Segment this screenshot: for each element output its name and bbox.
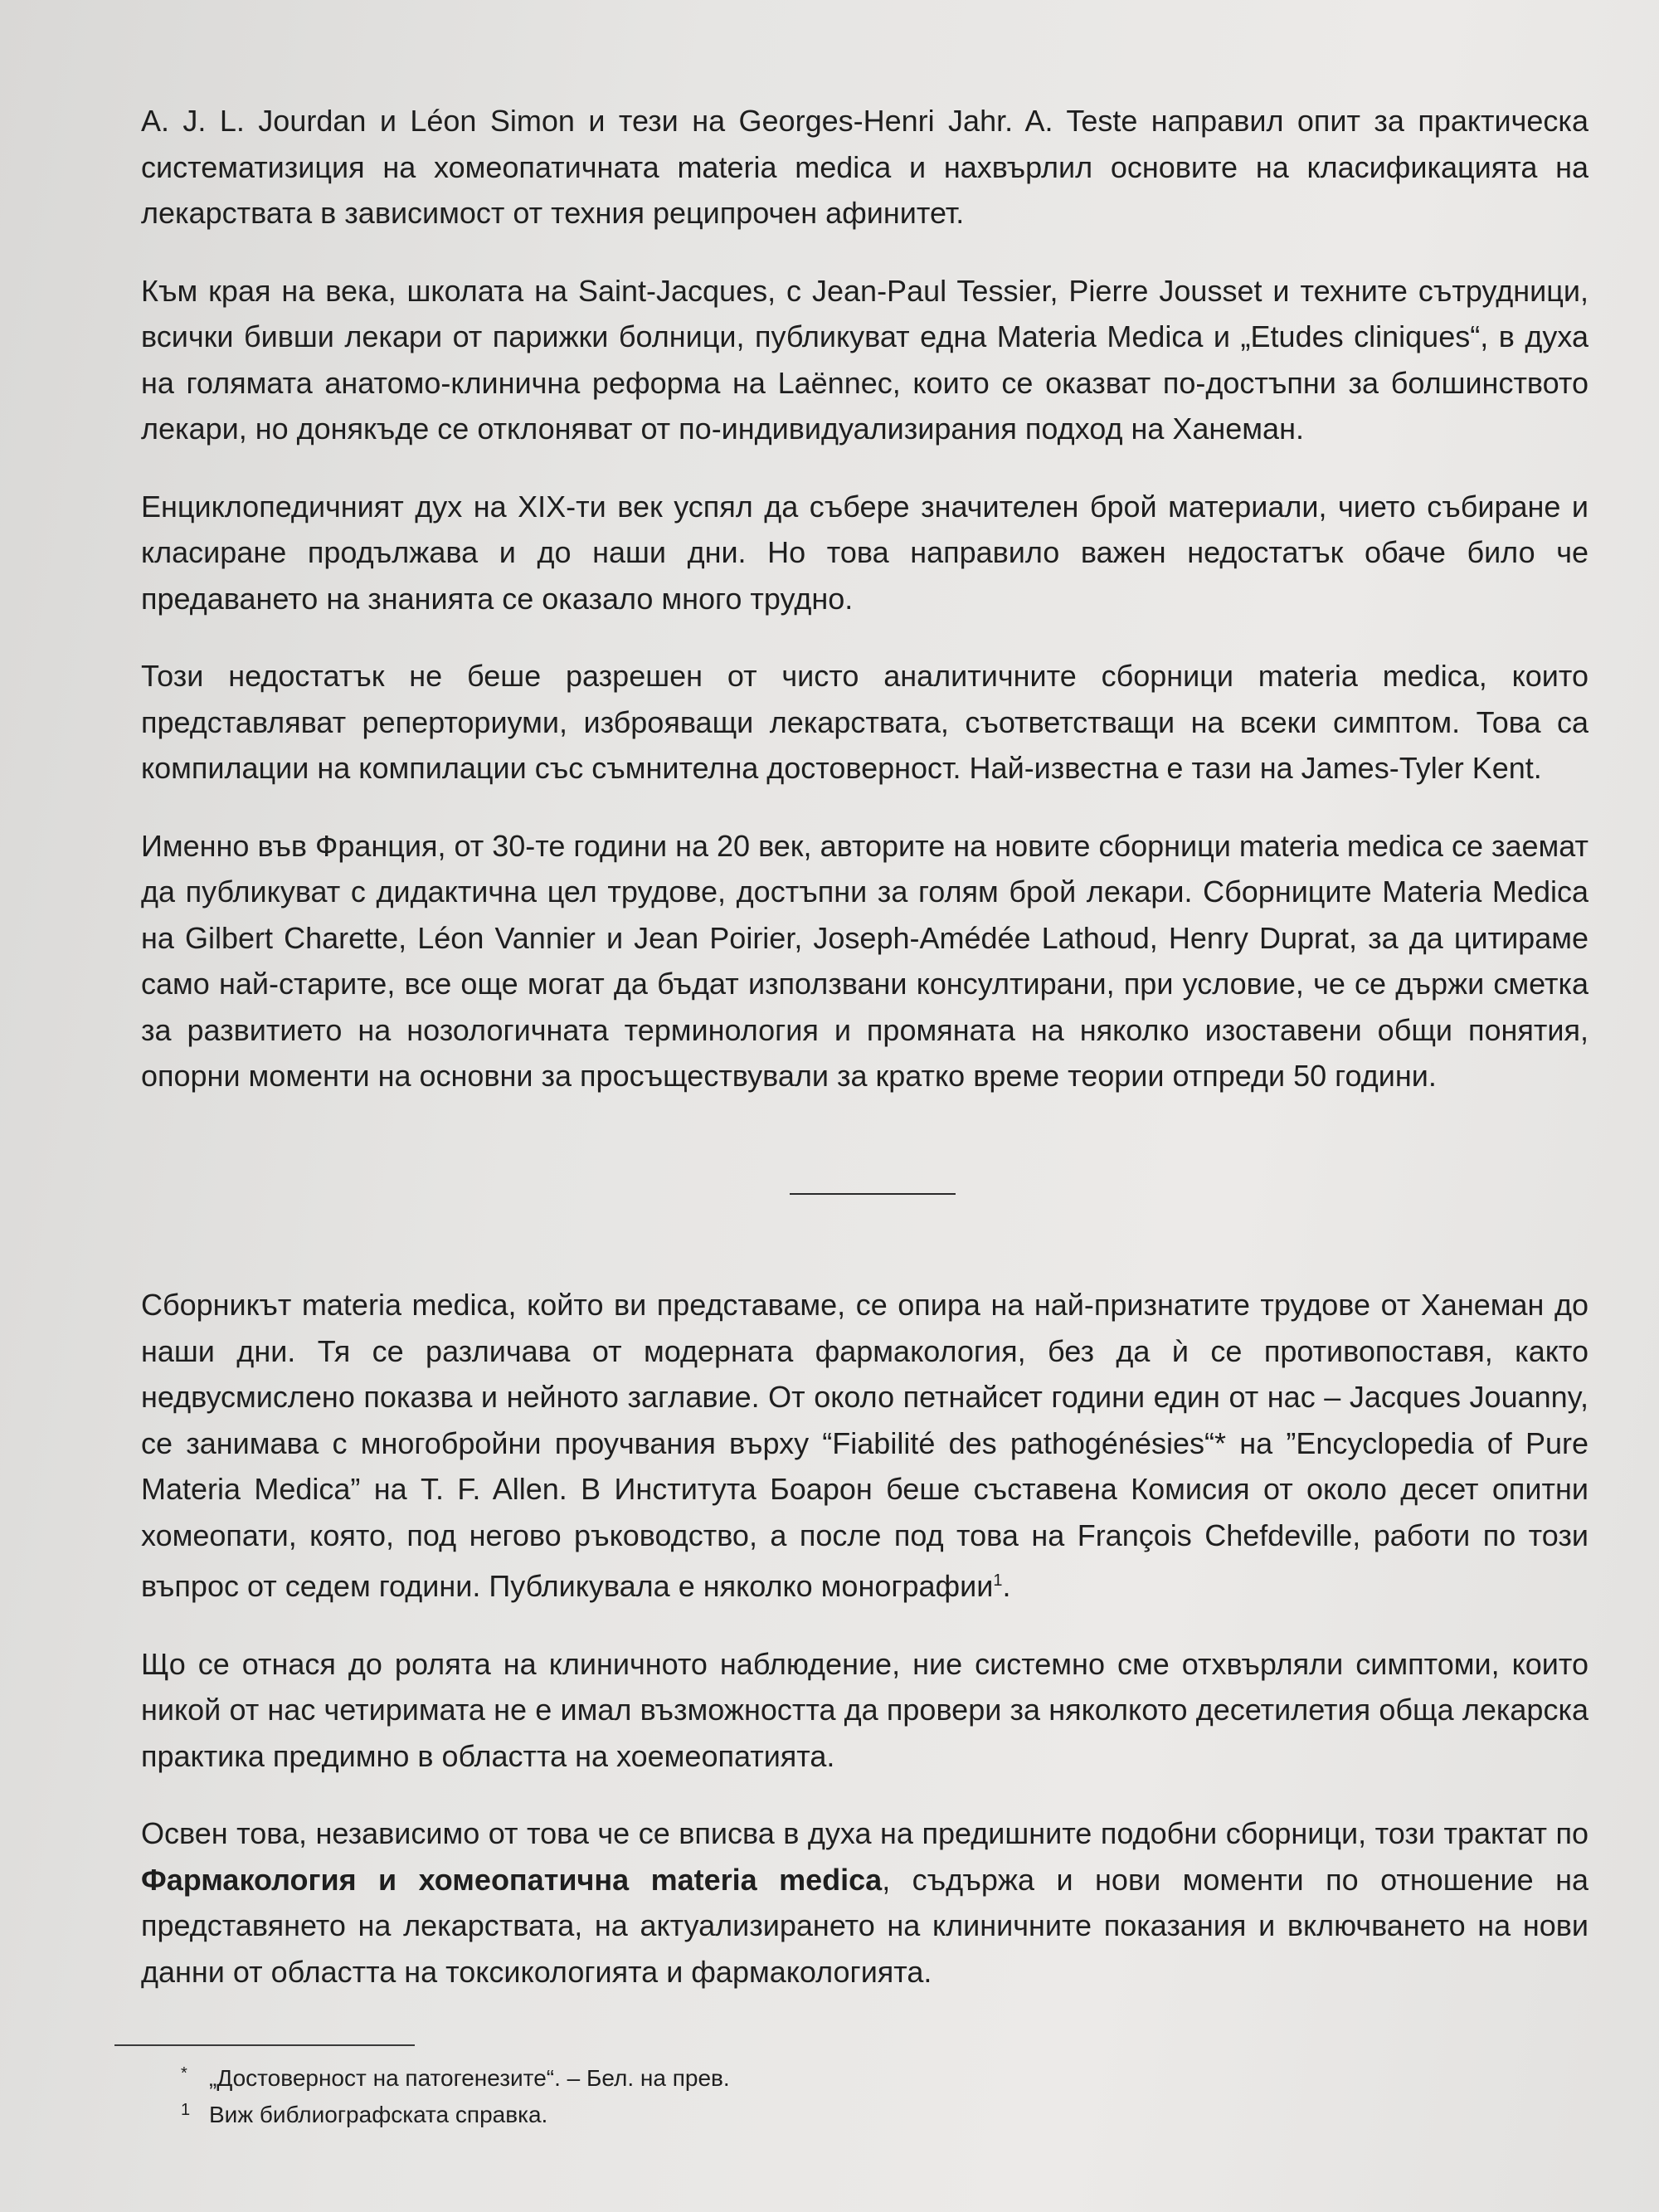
- footnote-mark: 1: [181, 2101, 191, 2119]
- paragraph: Към края на века, школата на Saint-Jacques, с Jean-Paul Tessier, Pierre Jousset и техните сътрудници, всички бивши лекари от парижки болници, публикуват една Materia Medica и „Etudes cliniques“, в духа на голямата анатомо-клинична реформа на Laënnec, които се оказват по-достъпни за болшинството лекари, но донякъде се отклоняват от по-индивидуализирания подход на Ханеман.: [141, 273, 1588, 446]
- paragraph: [141, 1810, 1588, 1995]
- bottom-text-section: [141, 1282, 1588, 1995]
- paragraph-end: .: [1002, 1569, 1011, 1603]
- footnote: [174, 2097, 1501, 2133]
- footnote-text: Виж библиографската справка.: [209, 2102, 548, 2127]
- section-divider: [790, 1193, 956, 1195]
- paragraph-text: , съдържа и нови моменти по отношение на представянето на лекарствата, на актуализирането на клиничните показания и включването на нови данни от областта на токсикологията и фармакологията.: [141, 1862, 1589, 1989]
- bold-title: Фармакология и хомеопатична materia medica: [141, 1862, 883, 1897]
- footnote-mark: *: [181, 2064, 187, 2083]
- footnote-ref: 1: [993, 1571, 1003, 1590]
- footnote: [174, 2060, 1501, 2097]
- footnote-text: „Достоверност на патогенезите“. – Бел. на прев.: [209, 2065, 730, 2091]
- paragraph: Именно във Франция, от 30-те години на 20 век, авторите на новите сборници materia medica се заемат да публикуват с дидактична цел трудове, достъпни за голям брой лекари. Сборниците Materia Medica на Gilbert Charette, Léon Vannier и Jean Poirier, Joseph-Amédée Lathoud, Henry Duprat, за да цитираме само най-старите, все още могат да бъдат използвани консултирани, при условие, че се държи сметка за развитието на нозологичната терминология и промяната на няколко изоставени общи понятия, опорни моменти на основни за просъществували за кратко време теории отпреди 50 години.: [141, 828, 1588, 1093]
- paragraph-text: Сборникът materia medica, който ви представаме, се опира на най-признатите трудове от Ханеман до наши дни. Тя се различава от модерната фармакология, без да ѝ се противопоставя, както недвусмислено показва и нейното заглавие. От около петнайсет години един от нас – Jacques Jouanny, се занимава с многобройни проучвания върху “Fiabilité des pathogénésies“* на ”Encyclopedia of Pure Materia Medica” на T. F. Allen. В Института Боарон беше съставена Комисия от около десет опитни хомеопати, която, под негово ръководство, а после под това на François Chefdeville, работи по този въпрос от седем години. Публикувала е няколко монографии: [141, 1288, 1588, 1603]
- paragraph: [141, 1282, 1588, 1610]
- paragraph: Този недостатък не беше разрешен от чисто аналитичните сборници materia medica, които представляват реперториуми, изброяващи лекарствата, съответстващи на всеки симптом. Това са компилации на компилации със съмнителна достоверност. Най-известна е тази на James-Tyler Kent.: [141, 659, 1588, 785]
- paragraph: Енциклопедичният дух на XIX-ти век успял да събере значителен брой материали, чието събиране и класиране продължава и до наши дни. Но това направило важен недостатък обаче било че предаването на знанията се оказало много трудно.: [141, 489, 1588, 616]
- paragraph: Що се отнася до ролята на клиничното наблюдение, ние системно сме отхвърляли симптоми, които никой от нас четиримата не е имал възможността да провери за няколкото десетилетия обща лекарска практика предимно в областта на хоемеопатията.: [141, 1646, 1588, 1773]
- footnote-rule: [114, 2044, 415, 2046]
- paragraph: A. J. L. Jourdan и Léon Simon и тези на Georges-Henri Jahr. A. Teste направил опит за практическа систематизиция на хомеопатичната materia medica и нахвърлил основите на класификацията на лекарствата в зависимост от техния реципрочен афинитет.: [141, 104, 1588, 230]
- top-text-section: [141, 98, 1588, 1099]
- footnotes: [174, 2060, 1501, 2133]
- paragraph-text: Освен това, независимо от това че се вписва в духа на предишните подобни сборници, този трактат по: [141, 1816, 1588, 1850]
